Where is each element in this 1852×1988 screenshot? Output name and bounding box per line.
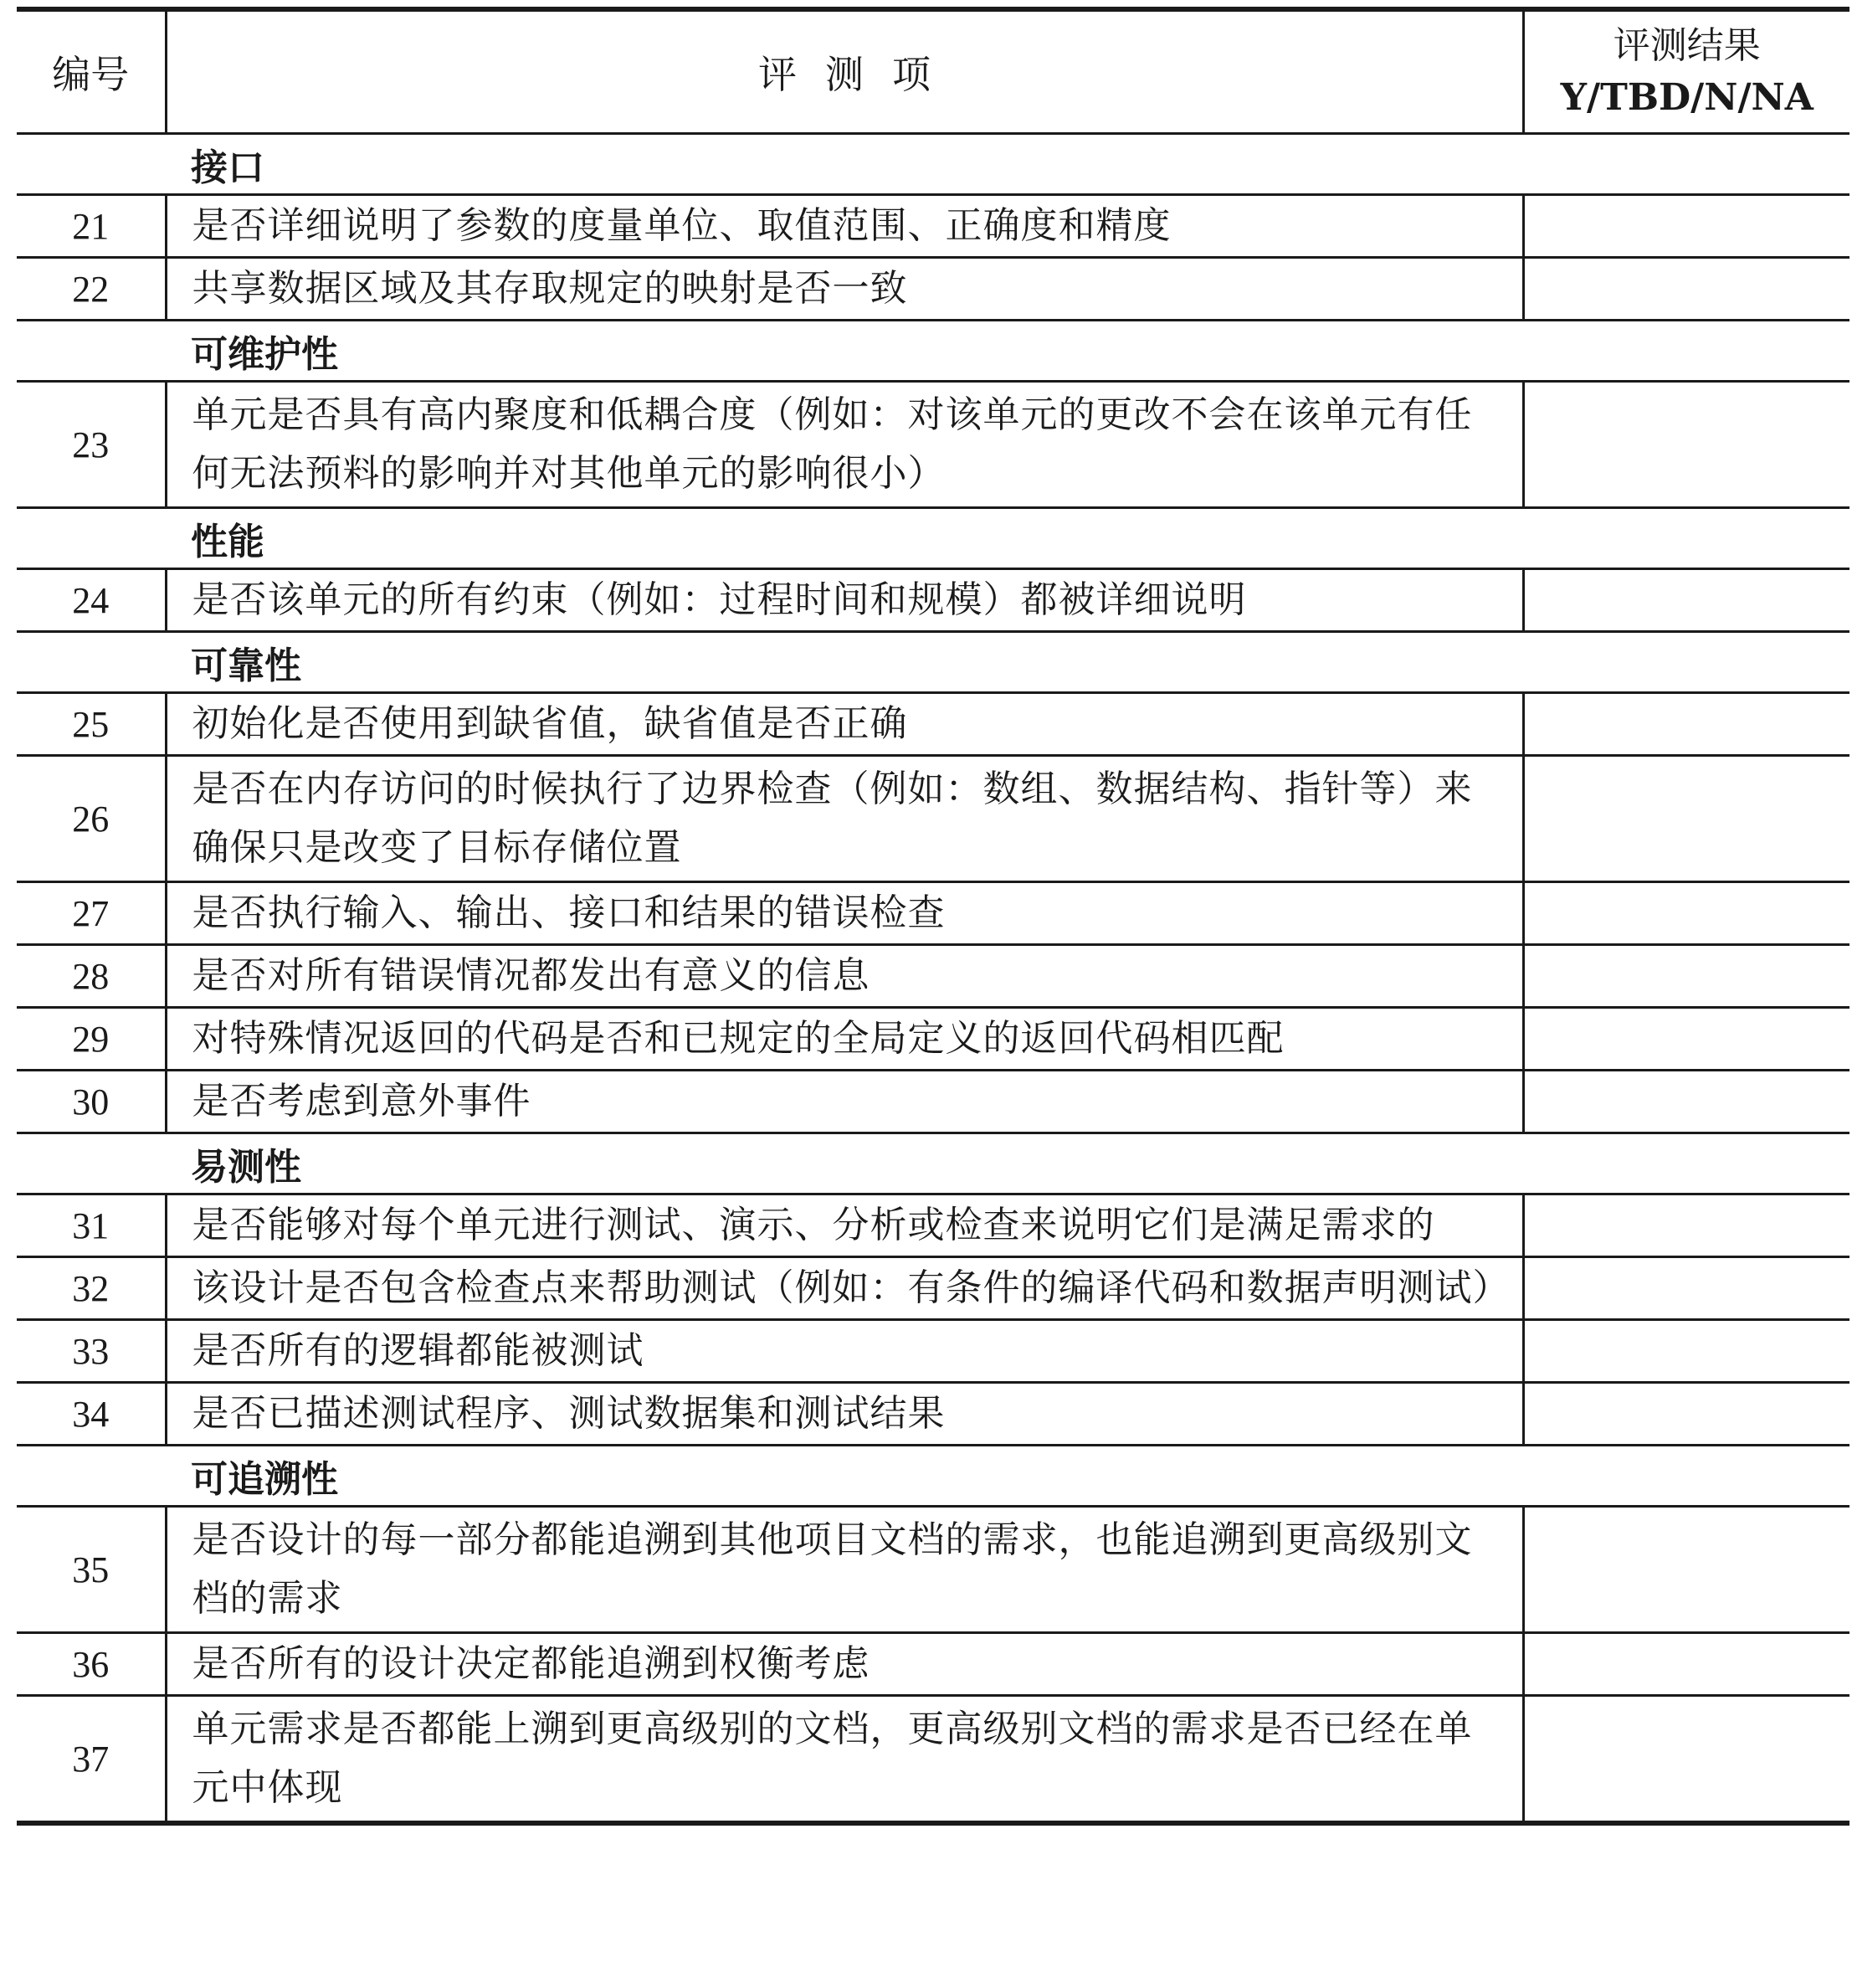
row-number: 23 (17, 382, 166, 508)
header-number: 编号 (17, 9, 166, 134)
section-spacer (17, 632, 166, 693)
section-heading: 性能 (166, 508, 1849, 569)
row-number: 31 (17, 1194, 166, 1257)
evaluation-checklist (17, 7, 1849, 1826)
result-cell[interactable] (1523, 1320, 1849, 1383)
section-row (17, 321, 1849, 382)
table-row (17, 1383, 1849, 1446)
row-item-text: 是否所有的设计决定都能追溯到权衡考虑 (166, 1633, 1523, 1696)
section-row (17, 508, 1849, 569)
row-number: 32 (17, 1257, 166, 1320)
row-number: 26 (17, 756, 166, 882)
section-spacer (17, 134, 166, 195)
row-item-text: 是否能够对每个单元进行测试、演示、分析或检查来说明它们是满足需求的 (166, 1194, 1523, 1257)
row-item-text: 是否已描述测试程序、测试数据集和测试结果 (166, 1383, 1523, 1446)
row-number: 35 (17, 1507, 166, 1633)
section-heading: 可靠性 (166, 632, 1849, 693)
row-item-text: 该设计是否包含检查点来帮助测试（例如：有条件的编译代码和数据声明测试） (166, 1257, 1523, 1320)
result-cell[interactable] (1523, 1507, 1849, 1633)
section-row (17, 1446, 1849, 1507)
row-item-text: 是否对所有错误情况都发出有意义的信息 (166, 945, 1523, 1008)
table-row (17, 693, 1849, 756)
row-number: 33 (17, 1320, 166, 1383)
row-number: 21 (17, 195, 166, 258)
result-cell[interactable] (1523, 1071, 1849, 1133)
row-item-text: 是否设计的每一部分都能追溯到其他项目文档的需求，也能追溯到更高级别文档的需求 (166, 1507, 1523, 1633)
table-row (17, 195, 1849, 258)
result-cell[interactable] (1523, 258, 1849, 321)
row-number: 30 (17, 1071, 166, 1133)
row-item-text: 是否该单元的所有约束（例如：过程时间和规模）都被详细说明 (166, 569, 1523, 632)
section-spacer (17, 1446, 166, 1507)
result-cell[interactable] (1523, 195, 1849, 258)
row-item-text: 初始化是否使用到缺省值，缺省值是否正确 (166, 693, 1523, 756)
result-cell[interactable] (1523, 1696, 1849, 1824)
row-item-text: 是否详细说明了参数的度量单位、取值范围、正确度和精度 (166, 195, 1523, 258)
section-heading: 可维护性 (166, 321, 1849, 382)
row-number: 27 (17, 882, 166, 945)
result-cell[interactable] (1523, 569, 1849, 632)
row-number: 34 (17, 1383, 166, 1446)
table-row (17, 1320, 1849, 1383)
result-cell[interactable] (1523, 1194, 1849, 1257)
section-spacer (17, 508, 166, 569)
header-result (1523, 9, 1849, 134)
result-cell[interactable] (1523, 945, 1849, 1008)
row-item-text: 单元需求是否都能上溯到更高级别的文档，更高级别文档的需求是否已经在单元中体现 (166, 1696, 1523, 1824)
section-row (17, 1133, 1849, 1194)
result-cell[interactable] (1523, 882, 1849, 945)
result-cell[interactable] (1523, 1633, 1849, 1696)
section-row (17, 632, 1849, 693)
result-cell[interactable] (1523, 382, 1849, 508)
section-spacer (17, 1133, 166, 1194)
row-item-text: 单元是否具有高内聚度和低耦合度（例如：对该单元的更改不会在该单元有任何无法预料的影响并对其他单元的影响很小） (166, 382, 1523, 508)
table-row (17, 569, 1849, 632)
table-row (17, 1507, 1849, 1633)
header-result-title: 评测结果 (1613, 24, 1761, 67)
table-row (17, 382, 1849, 508)
row-number: 25 (17, 693, 166, 756)
checklist-table (17, 7, 1849, 1826)
table-row (17, 1194, 1849, 1257)
row-number: 28 (17, 945, 166, 1008)
row-number: 29 (17, 1008, 166, 1071)
table-row (17, 882, 1849, 945)
header-row (17, 9, 1849, 134)
result-cell[interactable] (1523, 1257, 1849, 1320)
result-cell[interactable] (1523, 756, 1849, 882)
table-row (17, 1633, 1849, 1696)
row-item-text: 是否考虑到意外事件 (166, 1071, 1523, 1133)
row-item-text: 是否执行输入、输出、接口和结果的错误检查 (166, 882, 1523, 945)
section-heading: 接口 (166, 134, 1849, 195)
table-row (17, 756, 1849, 882)
result-cell[interactable] (1523, 1008, 1849, 1071)
table-row (17, 1008, 1849, 1071)
section-row (17, 134, 1849, 195)
table-row (17, 258, 1849, 321)
table-row (17, 945, 1849, 1008)
table-row (17, 1071, 1849, 1133)
table-row (17, 1257, 1849, 1320)
header-item: 评测项 (166, 9, 1523, 134)
row-item-text: 共享数据区域及其存取规定的映射是否一致 (166, 258, 1523, 321)
checklist-body (17, 134, 1849, 1824)
result-cell[interactable] (1523, 693, 1849, 756)
header-result-codes: Y/TBD/N/NA (1560, 76, 1814, 119)
row-item-text: 是否在内存访问的时候执行了边界检查（例如：数组、数据结构、指针等）来确保只是改变了目标存储位置 (166, 756, 1523, 882)
section-heading: 可追溯性 (166, 1446, 1849, 1507)
row-number: 22 (17, 258, 166, 321)
row-number: 36 (17, 1633, 166, 1696)
row-item-text: 是否所有的逻辑都能被测试 (166, 1320, 1523, 1383)
row-number: 24 (17, 569, 166, 632)
section-heading: 易测性 (166, 1133, 1849, 1194)
row-number: 37 (17, 1696, 166, 1824)
table-row (17, 1696, 1849, 1824)
result-cell[interactable] (1523, 1383, 1849, 1446)
row-item-text: 对特殊情况返回的代码是否和已规定的全局定义的返回代码相匹配 (166, 1008, 1523, 1071)
section-spacer (17, 321, 166, 382)
